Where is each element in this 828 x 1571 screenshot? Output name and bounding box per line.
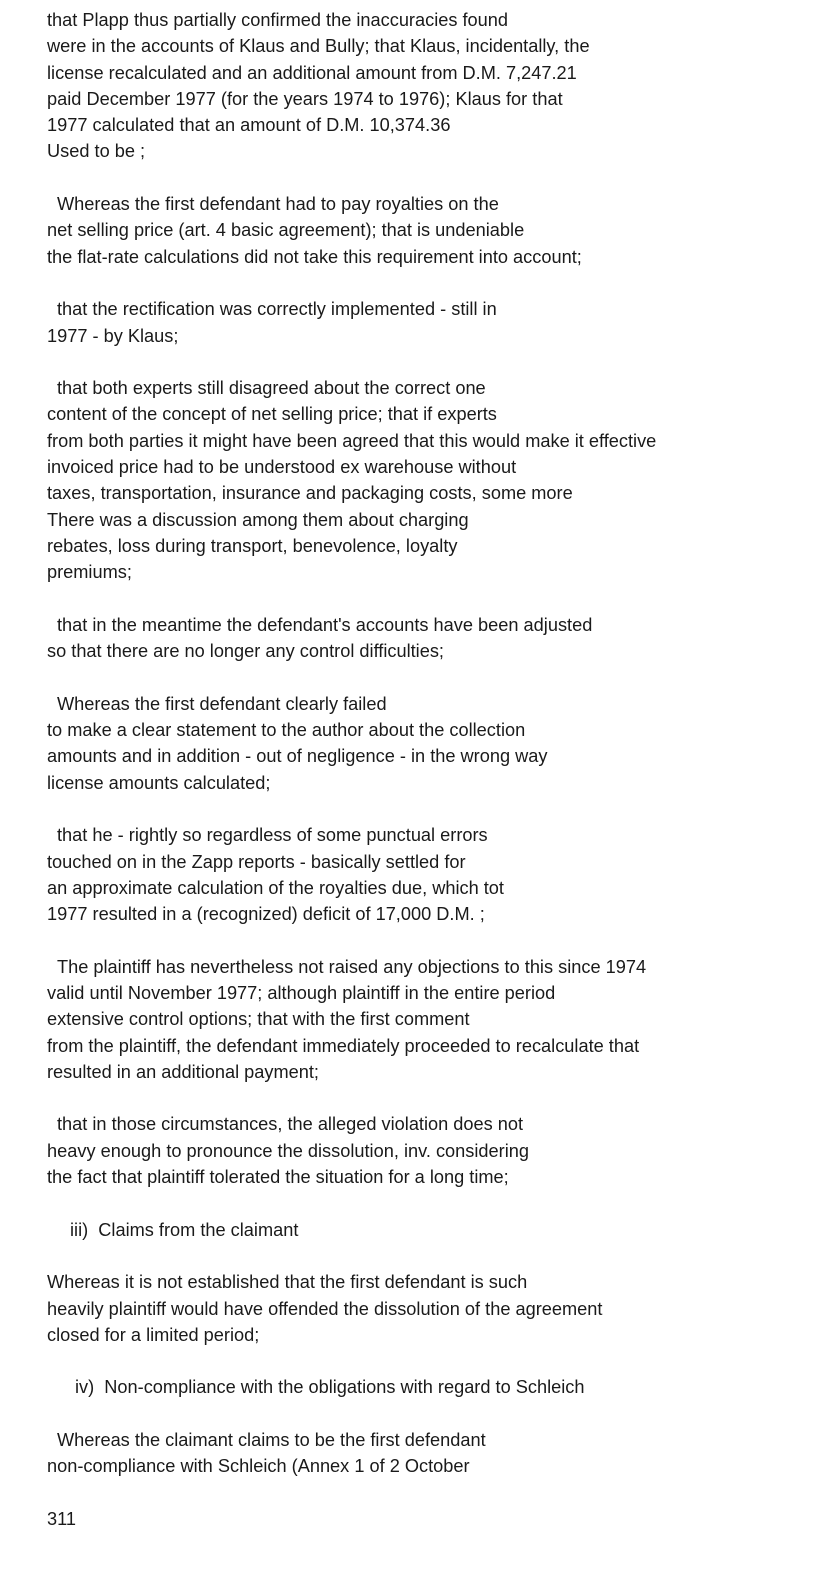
text-line: that both experts still disagreed about the correct one	[57, 378, 486, 399]
page-number: 311	[47, 1508, 76, 1529]
text-line: The plaintiff has nevertheless not raised any objections to this since 1974	[57, 956, 647, 977]
paragraph	[47, 7, 817, 165]
text-line: 1977 resulted in a (recognized) deficit of 17,000 D.M. ;	[47, 904, 485, 925]
text-line: amounts and in addition - out of negligence - in the wrong way	[47, 746, 548, 767]
text-line: non-compliance with Schleich (Annex 1 of 2 October	[47, 1456, 470, 1477]
text-line: premiums;	[47, 562, 132, 583]
paragraph	[47, 375, 817, 585]
text-line: extensive control options; that with the first comment	[47, 1009, 470, 1030]
text-line: Whereas the first defendant clearly failed	[57, 693, 387, 714]
text-line: iii) Claims from the claimant	[70, 1219, 299, 1240]
text-line: closed for a limited period;	[47, 1324, 260, 1345]
paragraph	[47, 191, 817, 270]
text-line: 1977 - by Klaus;	[47, 325, 179, 346]
paragraph	[47, 1111, 817, 1190]
text-line: taxes, transportation, insurance and packaging costs, some more	[47, 483, 573, 504]
text-line: resulted in an additional payment;	[47, 1061, 319, 1082]
paragraph	[47, 1217, 817, 1243]
text-line: from both parties it might have been agreed that this would make it effective	[47, 430, 657, 451]
text-line: that he - rightly so regardless of some punctual errors	[57, 825, 488, 846]
text-line: so that there are no longer any control difficulties;	[47, 641, 444, 662]
text-line: the flat-rate calculations did not take this requirement into account;	[47, 246, 582, 267]
text-line: paid December 1977 (for the years 1974 to 1976); Klaus for that	[47, 88, 563, 109]
text-line: an approximate calculation of the royalties due, which tot	[47, 877, 504, 898]
text-line: rebates, loss during transport, benevolence, loyalty	[47, 535, 458, 556]
text-line: were in the accounts of Klaus and Bully; that Klaus, incidentally, the	[47, 36, 590, 57]
text-line: Whereas it is not established that the first defendant is such	[47, 1272, 528, 1293]
paragraph	[47, 612, 817, 665]
text-line: license recalculated and an additional amount from D.M. 7,247.21	[47, 62, 577, 83]
paragraph	[47, 1427, 817, 1480]
paragraph	[47, 1269, 817, 1348]
text-line: from the plaintiff, the defendant immediately proceeded to recalculate that	[47, 1035, 640, 1056]
text-line: heavily plaintiff would have offended the dissolution of the agreement	[47, 1298, 603, 1319]
text-line: to make a clear statement to the author about the collection	[47, 720, 526, 741]
text-line: the fact that plaintiff tolerated the situation for a long time;	[47, 1167, 509, 1188]
text-line: net selling price (art. 4 basic agreement); that is undeniable	[47, 220, 525, 241]
paragraph	[47, 822, 817, 927]
paragraph	[47, 691, 817, 796]
text-line: touched on in the Zapp reports - basically settled for	[47, 851, 466, 872]
paragraph	[47, 1374, 817, 1400]
text-line: heavy enough to pronounce the dissolution, inv. considering	[47, 1140, 529, 1161]
text-line: that in those circumstances, the alleged violation does not	[57, 1114, 524, 1135]
text-line: invoiced price had to be understood ex warehouse without	[47, 457, 517, 478]
text-line: content of the concept of net selling price; that if experts	[47, 404, 497, 425]
text-line: iv) Non-compliance with the obligations with regard to Schleich	[75, 1377, 585, 1398]
text-line: Whereas the first defendant had to pay royalties on the	[57, 194, 499, 215]
text-line: that Plapp thus partially confirmed the inaccuracies found	[47, 10, 509, 30]
paragraph	[47, 954, 817, 1085]
text-line: Whereas the claimant claims to be the first defendant	[57, 1430, 486, 1451]
text-line: 1977 calculated that an amount of D.M. 10,374.36	[47, 115, 451, 136]
text-line: valid until November 1977; although plaintiff in the entire period	[47, 982, 556, 1003]
paragraph	[47, 296, 817, 349]
text-line: that in the meantime the defendant's accounts have been adjusted	[57, 614, 593, 635]
text-line: license amounts calculated;	[47, 772, 271, 793]
document-page	[47, 7, 817, 1532]
text-line: Used to be ;	[47, 141, 146, 162]
text-line: There was a discussion among them about charging	[47, 509, 469, 530]
text-line: that the rectification was correctly implemented - still in	[57, 299, 497, 320]
document-body	[47, 7, 817, 1480]
